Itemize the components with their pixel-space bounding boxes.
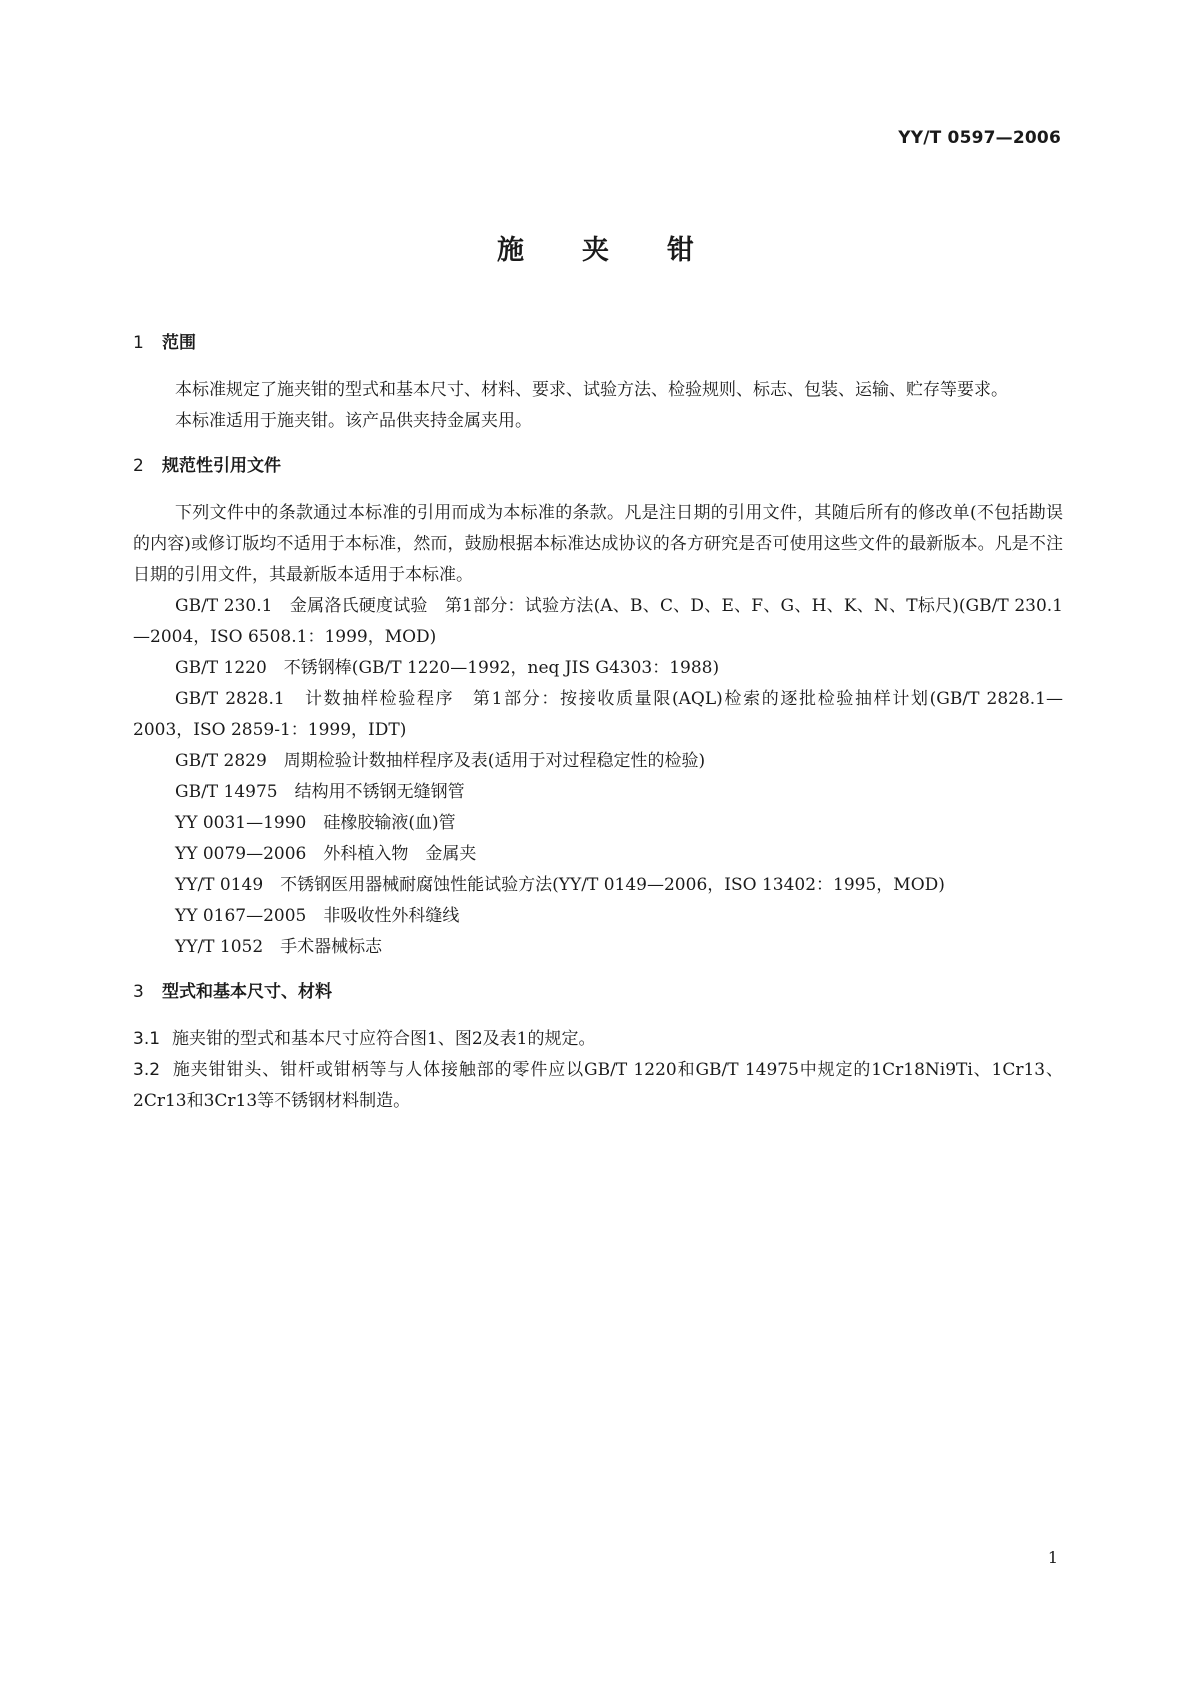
reference-item: GB/T 14975 结构用不锈钢无缝钢管 <box>175 782 465 802</box>
reference-item: GB/T 1220 不锈钢棒(GB/T 1220—1992，neq JIS G4303：1988) <box>175 658 720 678</box>
document-code: YY/T 0597—2006 <box>898 128 1061 148</box>
section-title: 型式和基本尺寸、材料 <box>162 982 332 1002</box>
reference-item: YY/T 1052 手术器械标志 <box>175 937 383 957</box>
section-heading-scope <box>133 328 1063 353</box>
clause-3-2 <box>133 1055 1063 1117</box>
page-number: 1 <box>1047 1548 1058 1567</box>
references-intro-paragraph: 下列文件中的条款通过本标准的引用而成为本标准的条款。凡是注日期的引用文件，其随后所有的修改单(不包括勘误的内容)或修订版均不适用于本标准，然而，鼓励根据本标准达成协议的各方研究是否可使用这些文件的最新版本。凡是不注日期的引用文件，其最新版本适用于本标准。 <box>133 503 1063 585</box>
section-number: 1 <box>133 333 144 353</box>
page-title: 施夹钳 <box>497 235 752 266</box>
section-title: 规范性引用文件 <box>162 456 281 476</box>
reference-item: YY 0031—1990 硅橡胶输液(血)管 <box>175 813 456 833</box>
clause-text: 施夹钳钳头、钳杆或钳柄等与人体接触部的零件应以GB/T 1220和GB/T 14975中规定的1Cr18Ni9Ti、1Cr13、2Cr13和3Cr13等不锈钢材料制造。 <box>133 1060 1063 1111</box>
clause-text: 施夹钳的型式和基本尺寸应符合图1、图2及表1的规定。 <box>172 1029 596 1049</box>
document-body <box>133 328 1063 1117</box>
reference-item: GB/T 2829 周期检验计数抽样程序及表(适用于对过程稳定性的检验) <box>175 751 706 771</box>
section-number: 2 <box>133 456 144 476</box>
scope-paragraph-2: 本标准适用于施夹钳。该产品供夹持金属夹用。 <box>175 411 532 431</box>
reference-item: YY/T 0149 不锈钢医用器械耐腐蚀性能试验方法(YY/T 0149—2006，ISO 13402：1995，MOD) <box>175 875 945 895</box>
section-title: 范围 <box>162 333 196 353</box>
reference-item: YY 0167—2005 非吸收性外科缝线 <box>175 906 460 926</box>
section-heading-normative-references <box>133 451 1063 476</box>
clause-number: 3.2 <box>133 1060 161 1080</box>
section-heading-type-dimensions-materials <box>133 977 1063 1002</box>
section-number: 3 <box>133 982 144 1002</box>
clause-number: 3.1 <box>133 1029 161 1049</box>
clause-3-1 <box>133 1024 1063 1055</box>
reference-item: YY 0079—2006 外科植入物 金属夹 <box>175 844 477 864</box>
reference-item: GB/T 230.1 金属洛氏硬度试验 第1部分：试验方法(A、B、C、D、E、F、G、H、K、N、T标尺)(GB/T 230.1—2004，ISO 6508.1：1999，MOD) <box>133 596 1063 647</box>
reference-item: GB/T 2828.1 计数抽样检验程序 第1部分：按接收质量限(AQL)检索的逐批检验抽样计划(GB/T 2828.1—2003，ISO 2859-1：1999，IDT) <box>133 689 1063 740</box>
scope-paragraph-1: 本标准规定了施夹钳的型式和基本尺寸、材料、要求、试验方法、检验规则、标志、包装、运输、贮存等要求。 <box>175 380 1008 400</box>
